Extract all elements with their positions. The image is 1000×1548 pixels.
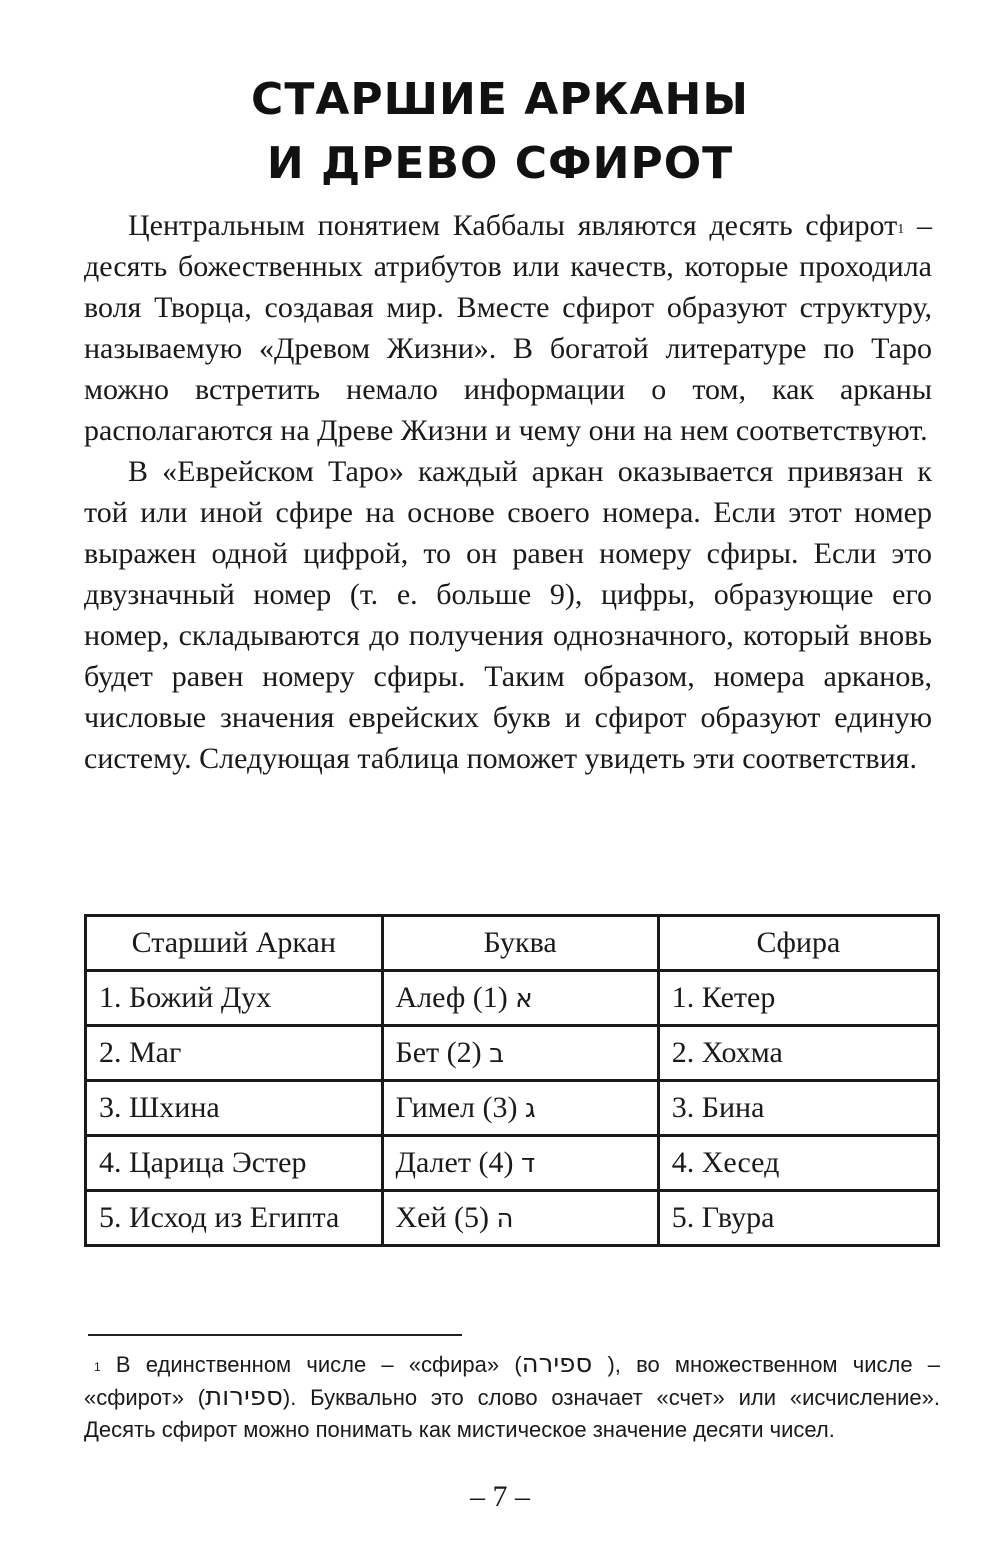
header-sefira: Сфира [658, 916, 938, 971]
table-row [86, 971, 939, 1026]
letter-cell: Хей ה (5) [382, 1191, 658, 1246]
table-row [86, 1136, 939, 1191]
table-header-row [86, 916, 939, 971]
letter-cell: Бет ב (2) [382, 1026, 658, 1081]
arcana-cell: 2. Маг [86, 1026, 383, 1081]
arcana-cell: 1. Божий Дух [86, 971, 383, 1026]
correspondence-table [84, 914, 940, 1247]
letter-cell: Алеф א (1) [382, 971, 658, 1026]
arcana-cell: 5. Исход из Египта [86, 1191, 383, 1246]
paragraph-2: В «Еврейском Таро» каждый аркан оказывается привязан к той или иной сфире на основе своего номера. Если этот номер выражен одной цифрой, то он равен номеру сфиры. Если это двузначный номер (т. е. больше 9), цифры, образующие его номер, складываются до получения однозначного, который вновь будет равен номеру сфиры. Таким образом, номера арканов, числовые значения еврейских букв и сфирот образуют единую систему. Следующая таблица поможет увидеть эти соответствия. [84, 455, 932, 775]
letter-cell: Далет ד (4) [382, 1136, 658, 1191]
header-letter: Буква [382, 916, 658, 971]
title-line-2: И ДРЕВО СФИРОТ [266, 138, 734, 189]
footnote-divider [88, 1334, 462, 1336]
hebrew-letter: ה [496, 1204, 514, 1234]
footnote-ref[interactable]: 1 [897, 222, 905, 237]
hebrew-word-plural: ספירות [205, 1382, 283, 1412]
hebrew-letter: ב [489, 1039, 505, 1069]
hebrew-letter: ג [525, 1094, 536, 1124]
sefira-cell: 4. Хесед [658, 1136, 938, 1191]
arcana-cell: 3. Шхина [86, 1081, 383, 1136]
header-arcana: Старший Аркан [86, 916, 383, 971]
sefira-cell: 5. Гвура [658, 1191, 938, 1246]
table-row [86, 1026, 939, 1081]
hebrew-letter: א [515, 984, 533, 1014]
table-row [86, 1081, 939, 1136]
table-row [86, 1191, 939, 1246]
arcana-cell: 4. Царица Эстер [86, 1136, 383, 1191]
footnote: $^1$ В единственном числе – «сфира» (ספירה ), во множественном числе – «сфирот» (ספירות). Буквально это слово означает «счет» или «исчисление». Десять сфирот можно понимать как мистическое значение десяти чисел. [84, 1349, 940, 1442]
hebrew-letter: ד [520, 1149, 536, 1179]
sefira-cell: 1. Кетер [658, 971, 938, 1026]
footnote-marker: 1 [94, 1360, 101, 1374]
letter-cell: Гимел ג (3) [382, 1081, 658, 1136]
sefira-cell: 2. Хохма [658, 1026, 938, 1081]
page-number: – 7 – [470, 1480, 530, 1513]
body-text [84, 205, 932, 779]
page-title [0, 68, 1000, 196]
hebrew-word-singular: ספירה [521, 1349, 593, 1379]
sefira-cell: 3. Бина [658, 1081, 938, 1136]
title-line-1: СТАРШИЕ АРКАНЫ [251, 74, 749, 125]
paragraph-1: Центральным понятием Каббалы являются десять сфирот$^1$ – десять божественных атрибутов или качеств, которые проходила воля Творца, создавая мир. Вместе сфирот образуют структуру, называемую «Древом Жизни». В богатой литературе по Таро можно встретить немало информации о том, как арканы располагаются на Древе Жизни и чему они на нем соответствуют. [84, 209, 933, 447]
